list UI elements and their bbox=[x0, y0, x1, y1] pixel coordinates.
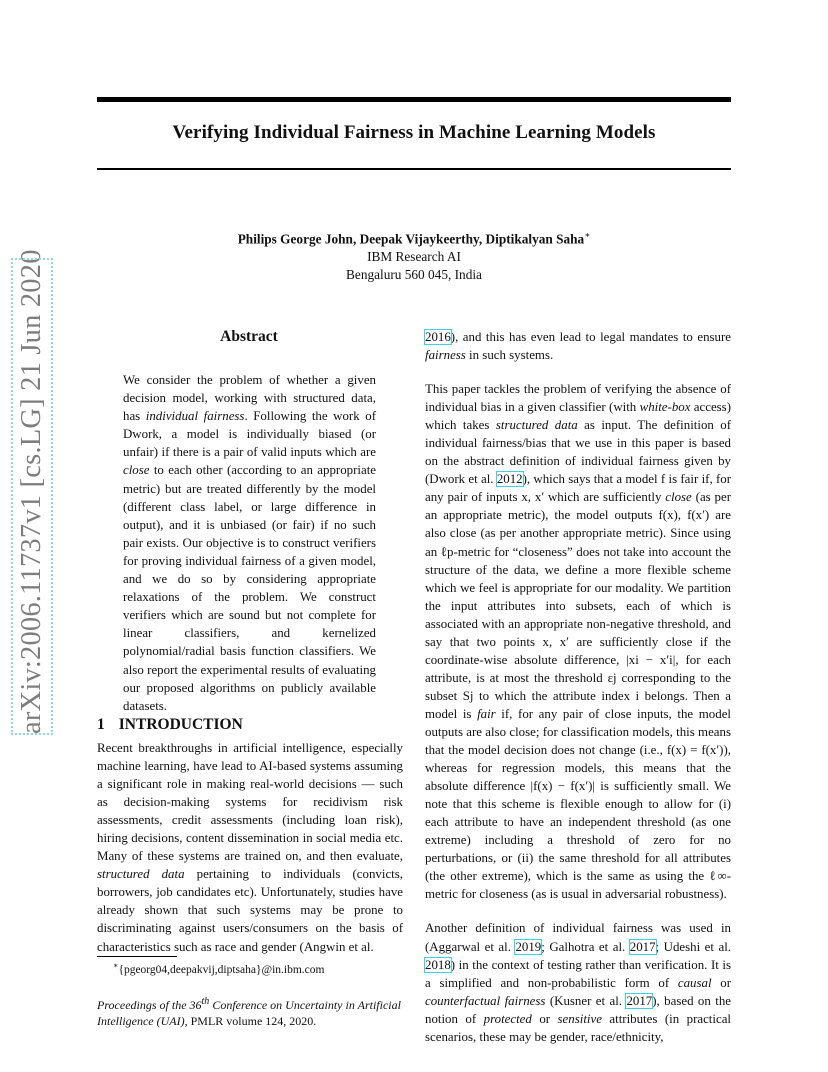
right-paragraph-2: Another definition of individual fairness was used in (Aggarwal et al. 2019; Galhotra et al. 2017; Udeshi et al. 2018) in the context of testing rather than verification. It is a simplified and non-probabilistic form of causal or counterfactual fairness (Kusner et al. 2017), based on the notion of protected or sensitive attributes (in practical scenarios, these may be gender, race/ethnicity, bbox=[425, 921, 732, 1044]
top-rule bbox=[97, 97, 731, 102]
section-number: 1 bbox=[97, 716, 105, 733]
arxiv-stamp[interactable]: arXiv:2006.11737v1 [cs.LG] 21 Jun 2020 bbox=[12, 259, 52, 734]
abstract-heading: Abstract bbox=[220, 328, 278, 345]
paper-title: Verifying Individual Fairness in Machine Learning Models bbox=[172, 122, 656, 143]
right-paragraph-1: This paper tackles the problem of verifying the absence of individual bias in a given classifier (with white-box access) which takes structured data as input. The definition of individual fairness/bias that we use in this paper is based on the abstract definition of individual fairness given by (Dwork et al. 2012), which says that a model f is fair if, for any pair of inputs x, x′ which are sufficiently close (as per an appropriate metric), the model outputs f(x), f(x′) are also close (as per another appropriate metric). Since using an ℓp-metric for “closeness” does not take into account the structure of the data, we define a more flexible scheme which we feel is appropriate for our modality. We partition the input attributes into subsets, each of which is associated with an appropriate non-negative threshold, and say that two points x, x′ are sufficiently close if the coordinate-wise absolute difference, |xi − x′i|, for each attribute, is at most the threshold εj corresponding to the subset Sj to which the attribute index i belongs. Then a model is fair if, for any pair of close inputs, the model outputs are also close; for classification models, this means that the model decision does not change (i.e., f(x) = f(x′)), whereas for regression models, this means that the absolute difference |f(x) − f(x′)| is sufficiently small. We note that this scheme is flexible enough to allow for (i) each attribute to have an independent threshold (as one extreme) including a threshold of zero for no perturbations, or (ii) the same threshold for all attributes (the other extreme), which is the same as using the ℓ∞-metric for closeness (as is usual in adversarial robustness). bbox=[425, 382, 732, 902]
title-rule bbox=[97, 168, 731, 170]
location: Bengaluru 560 045, India bbox=[346, 267, 482, 283]
proceedings-note: Proceedings of the 36th Conference on Uncertainty in Artificial Intelligence (UAI), PMLR volume 124, 2020. bbox=[97, 996, 401, 1028]
citation-link[interactable]: 2017 bbox=[626, 993, 653, 1008]
intro-paragraph-1: Recent breakthroughs in artificial intelligence, especially machine learning, have lead to AI-based systems assuming a significant role in making real-world decisions — such as decision-making systems for recidivism risk assessments, credit assessments (including loan risk), hiring decisions, content dissemination in social media etc. Many of these systems are trained on, and then evaluate, structured data pertaining to individuals (convicts, borrowers, job candidates etc). Unfortunately, studies have already shown that such systems may be prone to discriminating against users/consumers on the basis of characteristics such as race and gender (Angwin et al. bbox=[97, 741, 403, 954]
author-footnote-mark: ∗ bbox=[584, 230, 591, 240]
citation-link[interactable]: 2017 bbox=[629, 939, 656, 954]
section-title: INTRODUCTION bbox=[118, 716, 243, 733]
footnote-rule bbox=[97, 956, 177, 957]
section-heading-introduction bbox=[97, 716, 243, 734]
author-block bbox=[97, 226, 731, 284]
citation-link[interactable]: 2016 bbox=[425, 330, 451, 344]
footnote-mark: ∗ bbox=[113, 961, 119, 970]
citation-link[interactable]: 2018 bbox=[425, 957, 451, 972]
abstract-text: We consider the problem of whether a given decision model, working with structured data, has individual fairness. Following the work of Dwork, a model is individually biased (or unfair) if there is a pair of valid inputs which are close to each other (according to an appropriate metric) but are treated differently by the model (different class label, or large difference in output), and it is unbiased (or fair) if no such pair exists. Our objective is to construct verifiers for proving individual fairness of a given model, and we do so by considering appropriate relaxations of the problem. We construct verifiers which are sound but not complete for linear classifiers, and kernelized polynomial/radial basis function classifiers. We also report the experimental results of evaluating our proposed algorithms on publicly available datasets. bbox=[123, 373, 376, 713]
footnote bbox=[113, 961, 324, 976]
author-names: Philips George John, Deepak Vijaykeerthy, Diptikalyan Saha bbox=[237, 231, 585, 247]
right-column bbox=[425, 328, 731, 1046]
affiliation: IBM Research AI bbox=[367, 249, 461, 265]
footnote-emails: {pgeorg04,deepakvij,diptsaha}@in.ibm.com bbox=[118, 963, 325, 976]
intro-left-column bbox=[97, 739, 403, 956]
citation-link[interactable]: 2019 bbox=[515, 939, 542, 954]
right-paragraph-0: 2016), and this has even lead to legal mandates to ensure fairness in such systems. bbox=[425, 330, 731, 363]
citation-link[interactable]: 2012 bbox=[496, 472, 523, 487]
author-names-line bbox=[97, 226, 731, 248]
